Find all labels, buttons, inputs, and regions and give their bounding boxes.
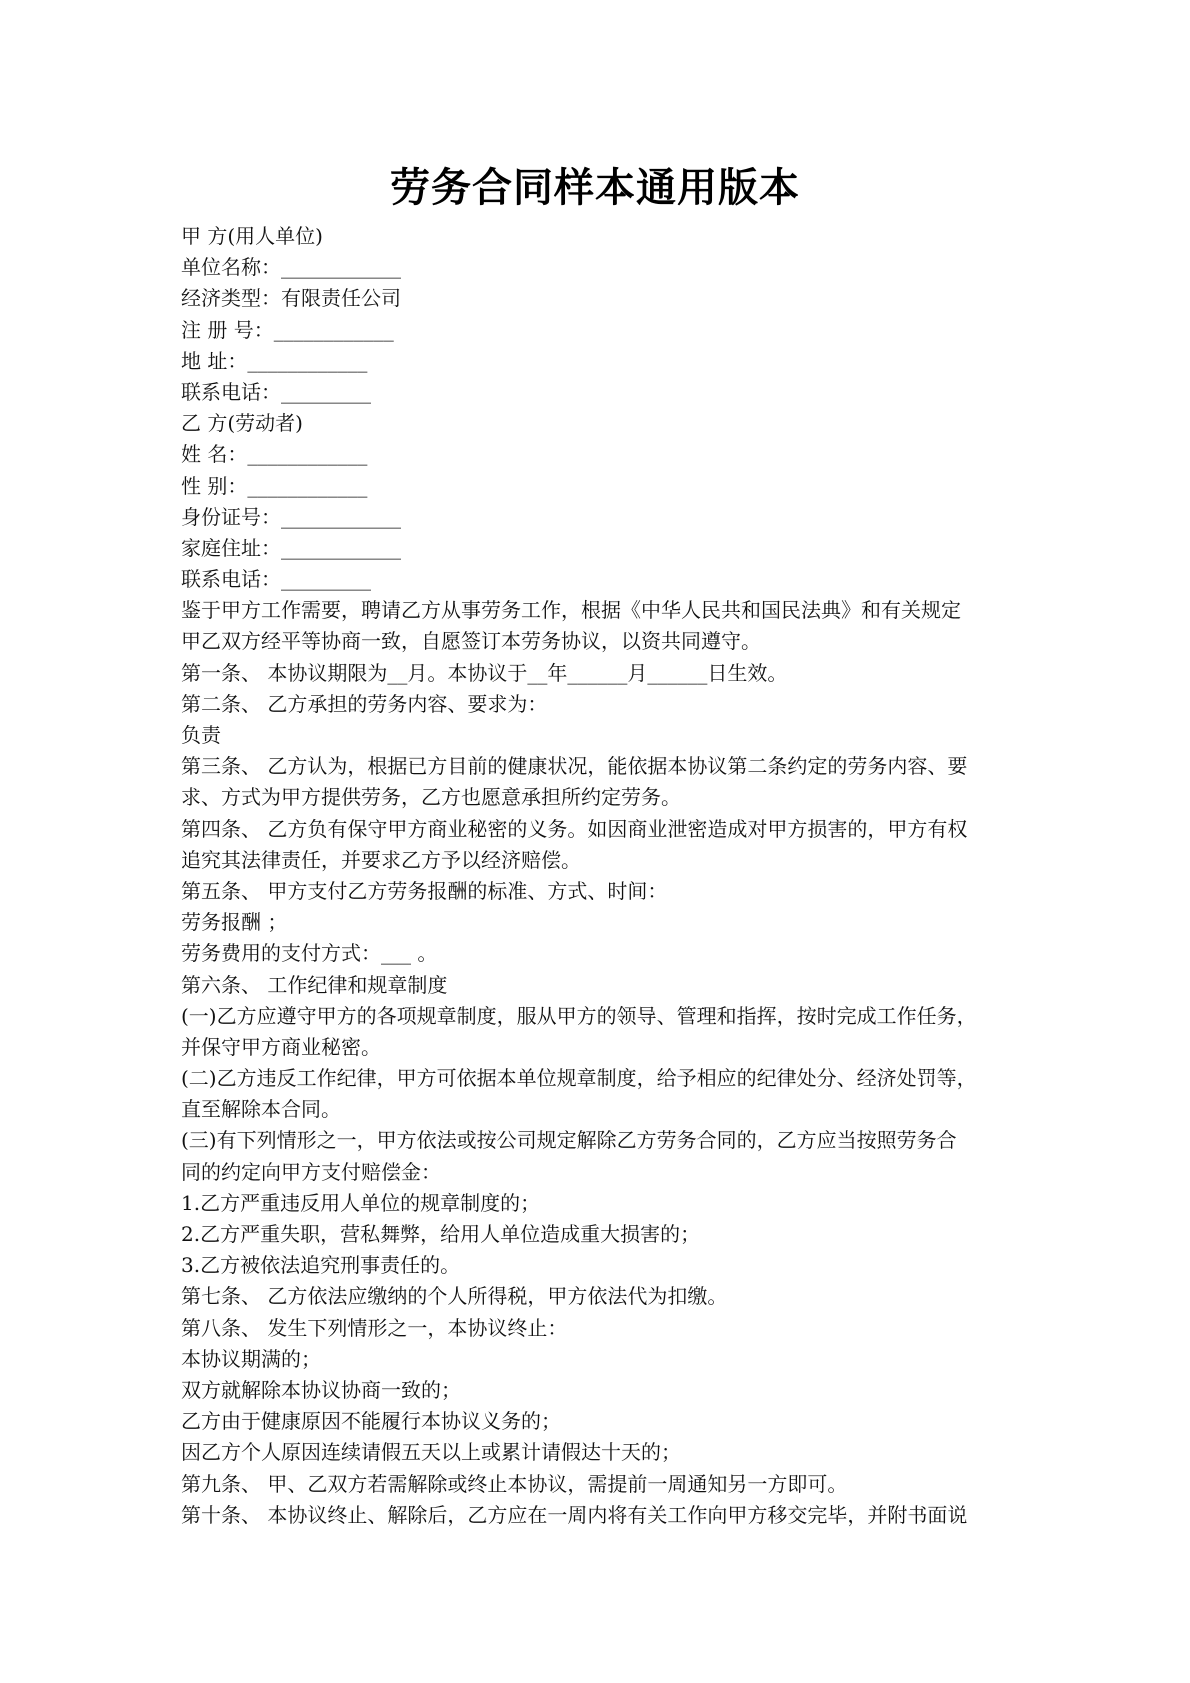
document-line: 第六条、 工作纪律和规章制度 bbox=[181, 972, 448, 997]
document-line: (一)乙方应遵守甲方的各项规章制度，服从甲方的领导、管理和指挥，按时完成工作任务， bbox=[181, 1003, 977, 1028]
document-line: 单位名称：____________ bbox=[181, 255, 401, 280]
document-line: 乙 方(劳动者) bbox=[181, 411, 303, 436]
document-line: 劳务报酬 ； bbox=[181, 910, 288, 935]
document-line: 劳务费用的支付方式：___ 。 bbox=[181, 941, 438, 966]
document-line: 第二条、 乙方承担的劳务内容、要求为： bbox=[181, 691, 548, 716]
document-line: 2.乙方严重失职，营私舞弊，给用人单位造成重大损害的； bbox=[181, 1222, 701, 1246]
document-line: 第十条、 本协议终止、解除后，乙方应在一周内将有关工作向甲方移交完毕，并附书面说 bbox=[181, 1502, 968, 1527]
document-line: (二)乙方违反工作纪律，甲方可依据本单位规章制度，给予相应的纪律处分、经济处罚等， bbox=[181, 1066, 977, 1091]
document-line: 联系电话：_________ bbox=[181, 379, 371, 404]
document-line: 求、方式为甲方提供劳务，乙方也愿意承担所约定劳务。 bbox=[181, 785, 681, 810]
document-line: 姓 名：____________ bbox=[181, 442, 368, 467]
document-body bbox=[181, 221, 1021, 1531]
document-line: 身份证号：____________ bbox=[181, 504, 401, 529]
document-line: 3.乙方被依法追究刑事责任的。 bbox=[181, 1253, 461, 1278]
document-line: 第三条、 乙方认为，根据已方目前的健康状况，能依据本协议第二条约定的劳务内容、要 bbox=[181, 754, 968, 779]
document-line: 甲乙双方经平等协商一致，自愿签订本劳务协议，以资共同遵守。 bbox=[181, 629, 761, 654]
document-title: 劳务合同样本通用版本 bbox=[390, 164, 800, 211]
document-line: 乙方由于健康原因不能履行本协议义务的； bbox=[181, 1409, 561, 1434]
document-line: 负责 bbox=[181, 723, 221, 747]
document-line: 第四条、 乙方负有保守甲方商业秘密的义务。如因商业泄密造成对甲方损害的，甲方有权 bbox=[181, 816, 968, 841]
document-line: 并保守甲方商业秘密。 bbox=[181, 1034, 381, 1059]
document-line: 本协议期满的； bbox=[181, 1346, 321, 1371]
document-line: 双方就解除本协议协商一致的； bbox=[181, 1377, 461, 1402]
document-line: 1.乙方严重违反用人单位的规章制度的； bbox=[181, 1190, 541, 1215]
document-line: 第一条、 本协议期限为__月。本协议于__年______月______日生效。 bbox=[181, 660, 788, 685]
document-line: 第九条、 甲、乙双方若需解除或终止本协议，需提前一周通知另一方即可。 bbox=[181, 1471, 848, 1496]
document-line: 家庭住址：____________ bbox=[181, 535, 401, 560]
document-line: 第八条、 发生下列情形之一，本协议终止： bbox=[181, 1315, 568, 1340]
document-line: (三)有下列情形之一，甲方依法或按公司规定解除乙方劳务合同的，乙方应当按照劳务合 bbox=[181, 1128, 957, 1153]
document-line: 第七条、 乙方依法应缴纳的个人所得税，甲方依法代为扣缴。 bbox=[181, 1284, 728, 1309]
document-line: 地 址：____________ bbox=[181, 348, 368, 373]
document-line: 直至解除本合同。 bbox=[181, 1097, 341, 1122]
document-line: 鉴于甲方工作需要，聘请乙方从事劳务工作，根据《中华人民共和国民法典》和有关规定 bbox=[181, 598, 961, 623]
document-line: 第五条、 甲方支付乙方劳务报酬的标准、方式、时间： bbox=[181, 878, 668, 903]
document-line: 同的约定向甲方支付赔偿金： bbox=[181, 1159, 441, 1184]
document-line: 注 册 号：____________ bbox=[181, 317, 394, 342]
document-line: 甲 方(用人单位) bbox=[181, 224, 323, 248]
document-line: 性 别：____________ bbox=[181, 473, 368, 498]
document-line: 因乙方个人原因连续请假五天以上或累计请假达十天的； bbox=[181, 1440, 681, 1465]
document-line: 经济类型：有限责任公司 bbox=[181, 286, 401, 311]
document-line: 联系电话：_________ bbox=[181, 567, 371, 592]
document-line: 追究其法律责任，并要求乙方予以经济赔偿。 bbox=[181, 847, 581, 872]
